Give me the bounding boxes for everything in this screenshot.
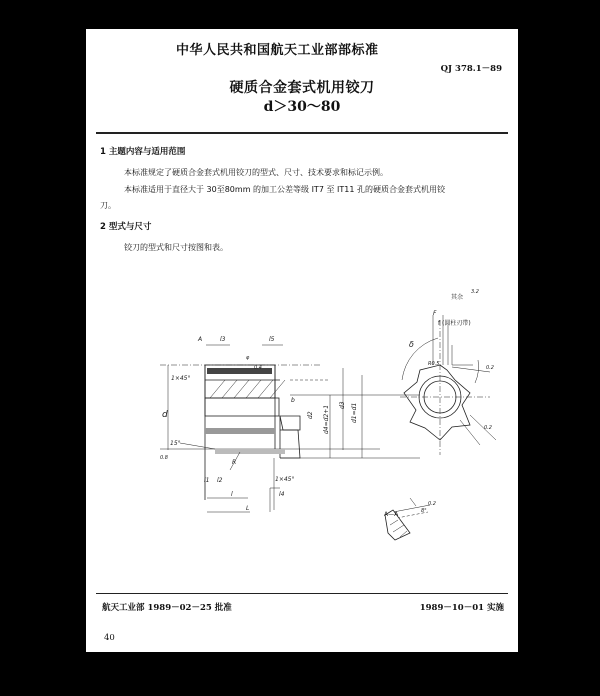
- label-L: L: [246, 505, 250, 512]
- end-view: [400, 315, 496, 455]
- document-page: [86, 29, 518, 652]
- reamer-technical-drawing: [86, 269, 518, 589]
- label-roughness-rest: 其余: [451, 294, 464, 301]
- label-section-roughness: 0.2: [428, 501, 436, 507]
- label-chamfer-top: 1×45°: [171, 375, 191, 382]
- header-rule: [96, 132, 508, 134]
- label-d: d: [162, 410, 168, 420]
- page-number: 40: [104, 633, 115, 643]
- label-roughness-b: 0.2: [484, 425, 492, 431]
- label-F: F: [433, 310, 437, 317]
- section-2-paragraph-1: 铰刀的型式和尺寸按图和表。: [124, 243, 228, 252]
- section-2-heading: 2 型式与尺寸: [100, 222, 152, 232]
- document-subtitle: d＞30～80: [263, 99, 341, 115]
- section-a-a-view: [385, 498, 430, 540]
- section-1-paragraph-1: 本标准规定了硬质合金套式机用铰刀的型式、尺寸、技术要求和标记示例。: [124, 168, 388, 177]
- section-1-heading: 1 主题内容与适用范围: [100, 147, 186, 157]
- label-roughness-2: 0.4: [254, 365, 262, 371]
- label-section-mark: A: [198, 336, 203, 343]
- label-b: b: [291, 397, 295, 404]
- label-d3: d3: [339, 401, 346, 409]
- label-l2: l2: [217, 477, 223, 484]
- label-d4: d4=d2+1: [323, 404, 330, 434]
- label-roughness-a: 0.2: [486, 365, 494, 371]
- section-1-paragraph-2: 本标准适用于直径大于 30至80mm 的加工公差等级 IT7 至 IT11 孔的硬质合金套式机用铰: [124, 185, 445, 194]
- label-roughness-rest-value: 3.2: [471, 289, 479, 295]
- issuing-organization: 中华人民共和国航天工业部部标准: [176, 43, 379, 58]
- effective-date: 1989－10－01 实施: [419, 603, 504, 613]
- footer-rule: [96, 593, 508, 594]
- label-l: l: [231, 491, 233, 498]
- document-title: 硬质合金套式机用铰刀: [229, 80, 375, 96]
- side-section-view: [160, 345, 420, 512]
- label-section-angle: 8°: [421, 508, 427, 514]
- label-section-a-a: A—A: [384, 511, 399, 518]
- label-f: f (圆柱刃带): [438, 320, 471, 327]
- label-delta: δ: [409, 340, 414, 349]
- label-chamfer-bottom: 1×45°: [275, 476, 295, 483]
- label-d2: d2: [307, 411, 314, 419]
- label-l4: l4: [279, 491, 285, 498]
- label-roughness-1: 0.8: [160, 455, 168, 461]
- section-1-paragraph-2-cont: 刀。: [100, 201, 116, 210]
- label-R: R: [232, 459, 237, 466]
- label-angle-15: 15°: [170, 440, 181, 447]
- label-phi: φ: [246, 355, 250, 361]
- approval-date: 航天工业部 1989－02－25 批准: [102, 603, 232, 613]
- label-l1: l1: [204, 477, 210, 484]
- label-R05: R0.5: [428, 361, 440, 367]
- label-l5: l5: [269, 336, 275, 343]
- label-l3: l3: [220, 336, 226, 343]
- standard-code: QJ 378.1－89: [440, 64, 502, 74]
- label-d1: d1=d1: [351, 402, 358, 423]
